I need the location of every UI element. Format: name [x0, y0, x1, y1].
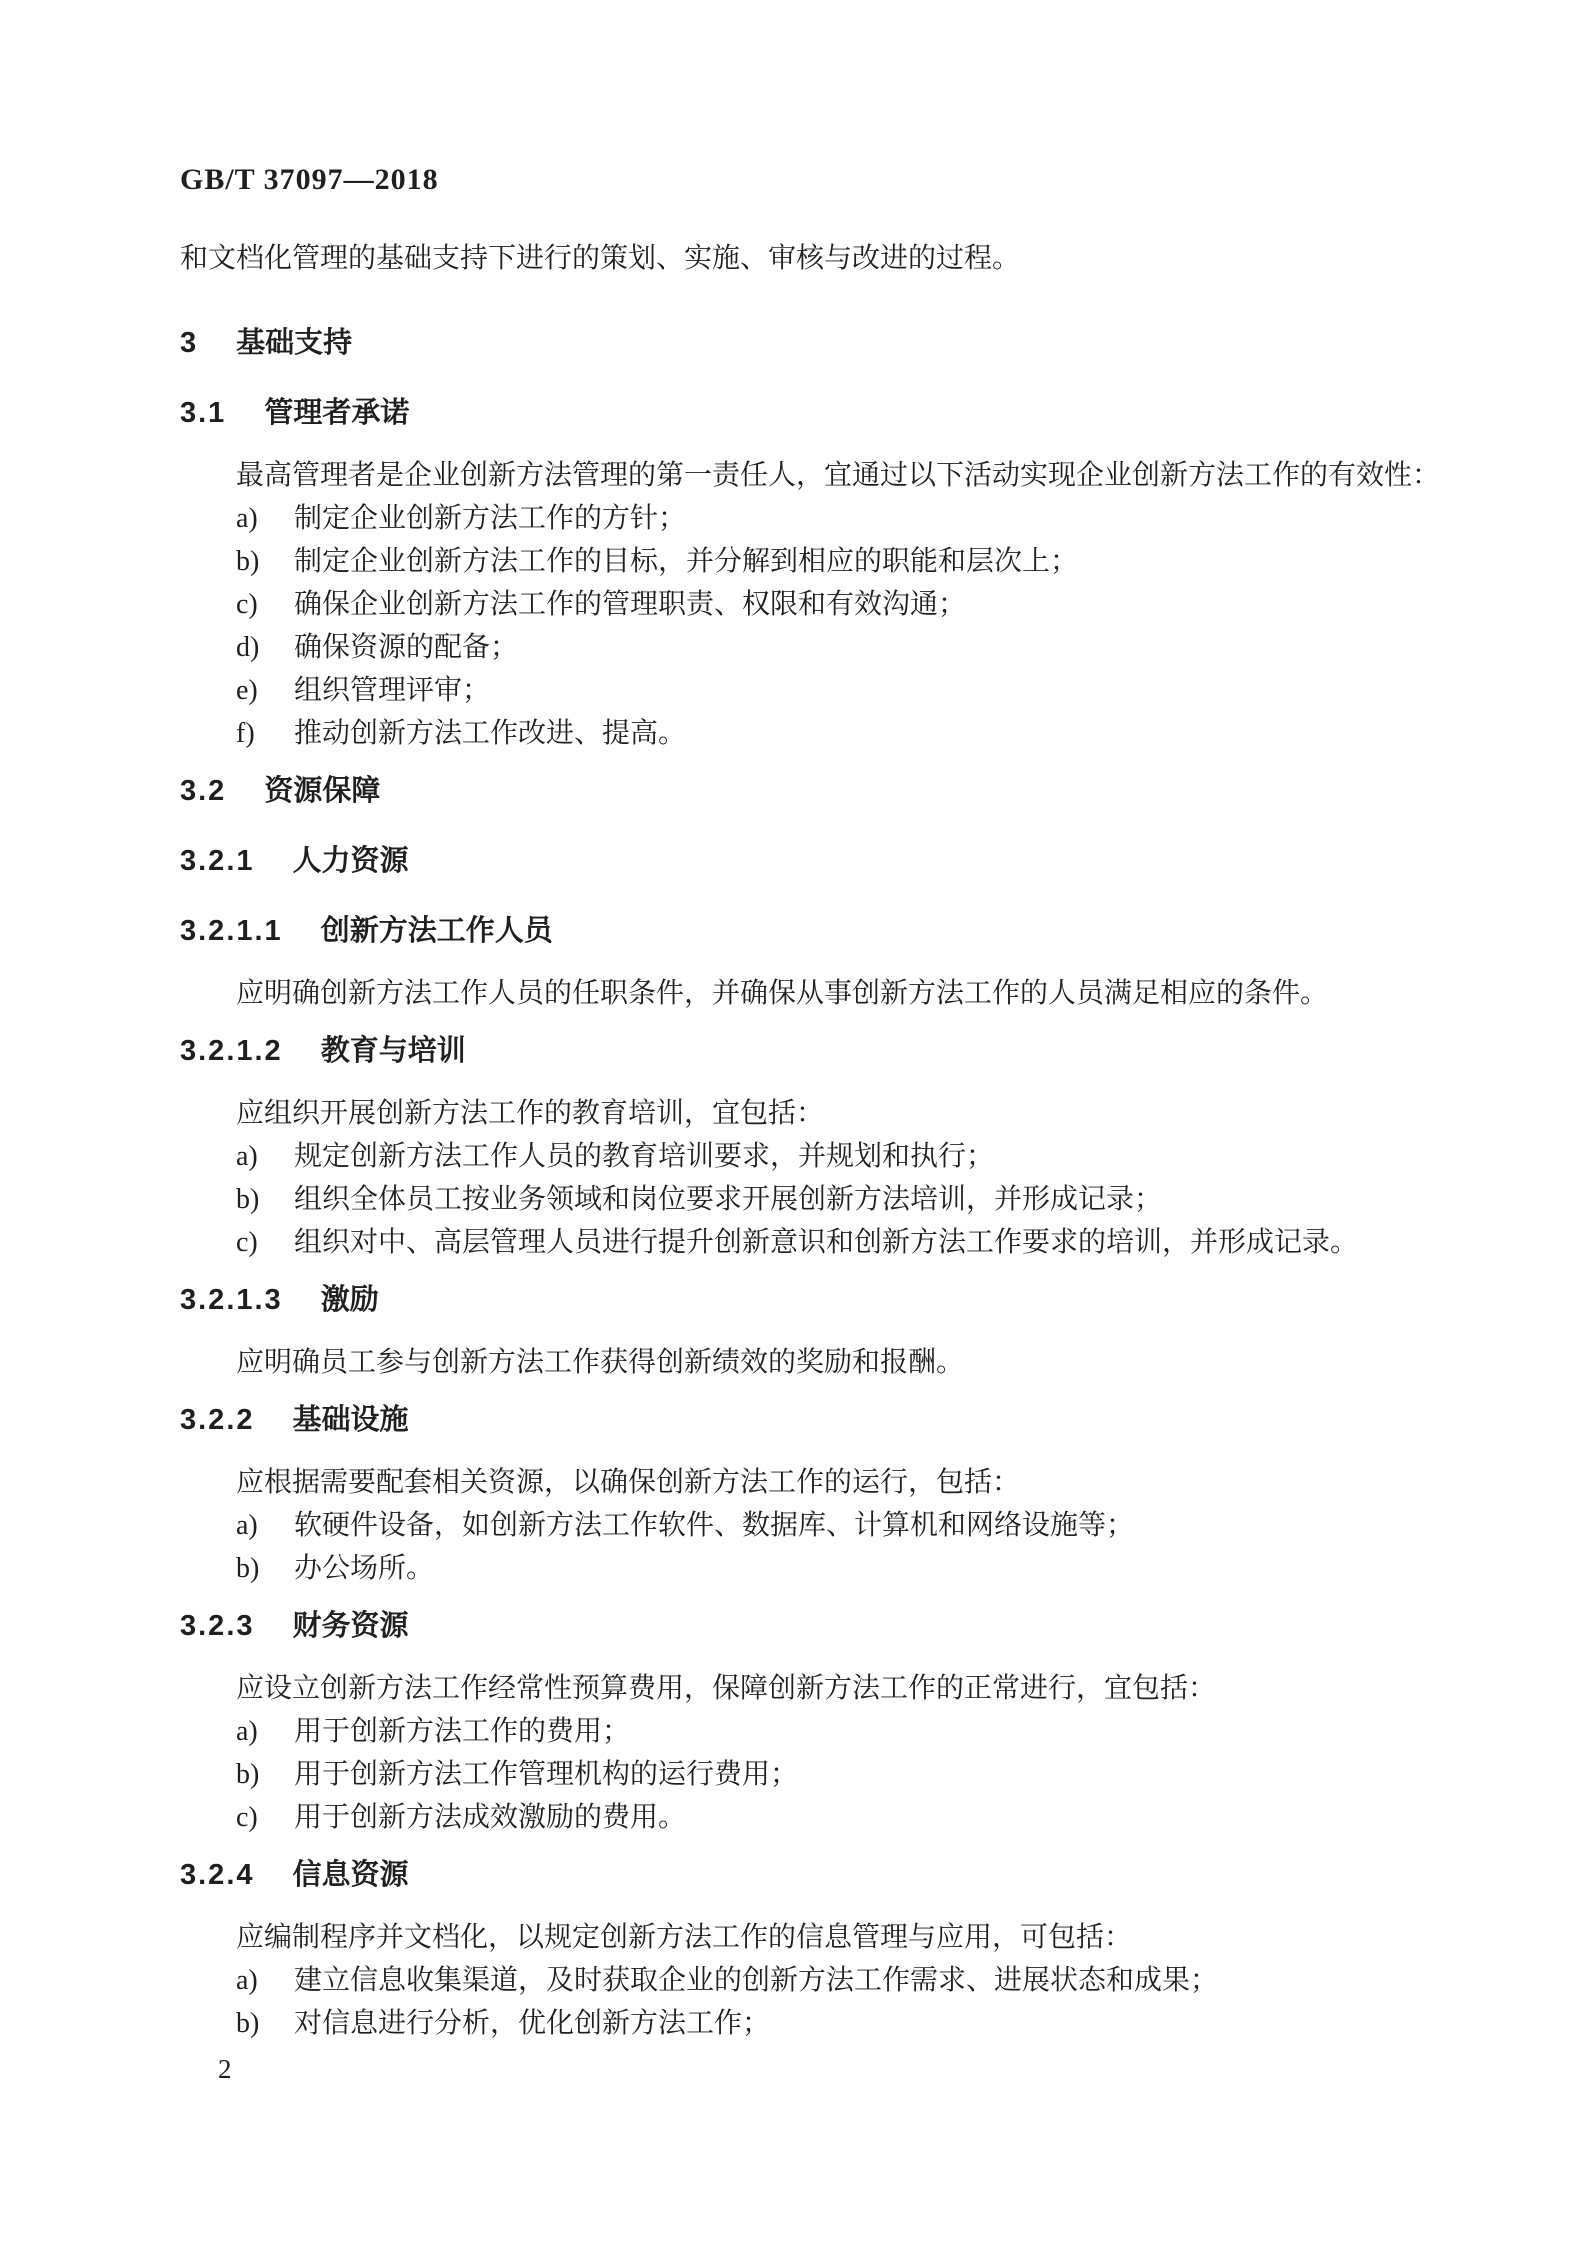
clause-title: 管理者承诺 — [264, 397, 410, 429]
list-item — [180, 497, 1447, 540]
list-text: 推动创新方法工作改进、提高。 — [294, 718, 687, 749]
list-item — [180, 669, 1447, 712]
intro-paragraph: 和文档化管理的基础支持下进行的策划、实施、审核与改进的过程。 — [180, 243, 1021, 274]
list-item — [180, 540, 1447, 583]
clause-title: 激励 — [320, 1284, 379, 1316]
clause-heading-3-1 — [180, 395, 1447, 431]
list-marker: c) — [236, 1227, 258, 1258]
list-marker: b) — [236, 1759, 260, 1790]
list-item — [180, 1178, 1447, 1221]
clause-3-2-1-3-paragraph: 应明确员工参与创新方法工作获得创新绩效的奖励和报酬。 — [236, 1347, 965, 1378]
clause-heading-3-2-1 — [180, 843, 1447, 879]
clause-3-2-2-lead: 应根据需要配套相关资源，以确保创新方法工作的运行，包括： — [236, 1467, 1021, 1498]
clause-number: 3.2.1.3 — [180, 1284, 283, 1316]
list-item — [180, 583, 1447, 626]
list-text: 确保企业创新方法工作的管理职责、权限和有效沟通； — [294, 589, 967, 620]
clause-title: 基础设施 — [292, 1404, 409, 1436]
list-text: 组织管理评审； — [294, 675, 491, 706]
list-text: 组织对中、高层管理人员进行提升创新意识和创新方法工作要求的培训，并形成记录。 — [294, 1227, 1359, 1258]
clause-title: 人力资源 — [292, 845, 409, 877]
clause-number: 3.1 — [180, 397, 227, 429]
list-text: 建立信息收集渠道，及时获取企业的创新方法工作需求、进展状态和成果； — [294, 1965, 1219, 1996]
list-text: 用于创新方法成效激励的费用。 — [294, 1802, 687, 1833]
clause-number: 3.2.1 — [180, 845, 255, 877]
list-item — [180, 1753, 1447, 1796]
clause-number: 3.2.4 — [180, 1859, 255, 1891]
list-marker: a) — [236, 1510, 258, 1541]
list-item — [180, 1504, 1447, 1547]
list-text: 用于创新方法工作管理机构的运行费用； — [294, 1759, 799, 1790]
list-marker: b) — [236, 2008, 260, 2039]
list-text: 制定企业创新方法工作的目标，并分解到相应的职能和层次上； — [294, 546, 1079, 577]
list-text: 对信息进行分析，优化创新方法工作； — [294, 2008, 771, 2039]
clause-heading-3-2-4 — [180, 1857, 1447, 1893]
clause-title: 财务资源 — [292, 1610, 409, 1642]
clause-number: 3.2.2 — [180, 1404, 255, 1436]
clause-3-2-1-1-paragraph: 应明确创新方法工作人员的任职条件，并确保从事创新方法工作的人员满足相应的条件。 — [236, 978, 1329, 1009]
page-number: 2 — [218, 2054, 232, 2084]
clause-heading-3-2 — [180, 773, 1447, 809]
clause-title: 基础支持 — [236, 327, 353, 359]
list-text: 组织全体员工按业务领域和岗位要求开展创新方法培训，并形成记录； — [294, 1184, 1163, 1215]
clause-3-2-1-2-lead: 应组织开展创新方法工作的教育培训，宜包括： — [236, 1098, 825, 1129]
list-text: 办公场所。 — [294, 1553, 435, 1584]
list-marker: b) — [236, 546, 260, 577]
clause-heading-3-2-2 — [180, 1402, 1447, 1438]
clause-number: 3.2 — [180, 775, 227, 807]
clause-number: 3.2.1.1 — [180, 915, 283, 947]
list-marker: b) — [236, 1184, 260, 1215]
clause-3-2-3-lead: 应设立创新方法工作经常性预算费用，保障创新方法工作的正常进行，宜包括： — [236, 1673, 1217, 1704]
clause-heading-3-2-1-1 — [180, 913, 1447, 949]
list-marker: c) — [236, 589, 258, 620]
list-marker: c) — [236, 1802, 258, 1833]
clause-heading-3 — [180, 325, 1447, 361]
clause-number: 3.2.3 — [180, 1610, 255, 1642]
list-marker: a) — [236, 503, 258, 534]
list-marker: d) — [236, 632, 260, 663]
clause-heading-3-2-1-2 — [180, 1033, 1447, 1069]
list-item — [180, 1796, 1447, 1839]
list-item — [180, 1710, 1447, 1753]
list-item — [180, 1221, 1447, 1264]
list-item — [180, 1547, 1447, 1590]
clause-title: 创新方法工作人员 — [320, 915, 553, 947]
clause-heading-3-2-3 — [180, 1608, 1447, 1644]
list-item — [180, 1135, 1447, 1178]
list-marker: a) — [236, 1141, 258, 1172]
clause-3-2-4-lead: 应编制程序并文档化，以规定创新方法工作的信息管理与应用，可包括： — [236, 1922, 1133, 1953]
list-marker: a) — [236, 1716, 258, 1747]
clause-title: 信息资源 — [292, 1859, 409, 1891]
clause-heading-3-2-1-3 — [180, 1282, 1447, 1318]
standard-code-header: GB/T 37097—2018 — [180, 163, 439, 196]
list-text: 制定企业创新方法工作的方针； — [294, 503, 687, 534]
list-item — [180, 712, 1447, 755]
clause-number: 3 — [180, 327, 199, 359]
list-item — [180, 2002, 1447, 2045]
list-text: 规定创新方法工作人员的教育培训要求，并规划和执行； — [294, 1141, 995, 1172]
clause-3-1-lead: 最高管理者是企业创新方法管理的第一责任人，宜通过以下活动实现企业创新方法工作的有效性： — [236, 460, 1441, 491]
list-text: 软硬件设备，如创新方法工作软件、数据库、计算机和网络设施等； — [294, 1510, 1135, 1541]
list-marker: f) — [236, 718, 255, 749]
clause-title: 资源保障 — [264, 775, 381, 807]
clause-number: 3.2.1.2 — [180, 1035, 283, 1067]
list-item — [180, 626, 1447, 669]
list-marker: a) — [236, 1965, 258, 1996]
list-text: 确保资源的配备； — [294, 632, 519, 663]
list-marker: b) — [236, 1553, 260, 1584]
list-marker: e) — [236, 675, 258, 706]
clause-title: 教育与培训 — [320, 1035, 466, 1067]
list-item — [180, 1959, 1447, 2002]
list-text: 用于创新方法工作的费用； — [294, 1716, 631, 1747]
